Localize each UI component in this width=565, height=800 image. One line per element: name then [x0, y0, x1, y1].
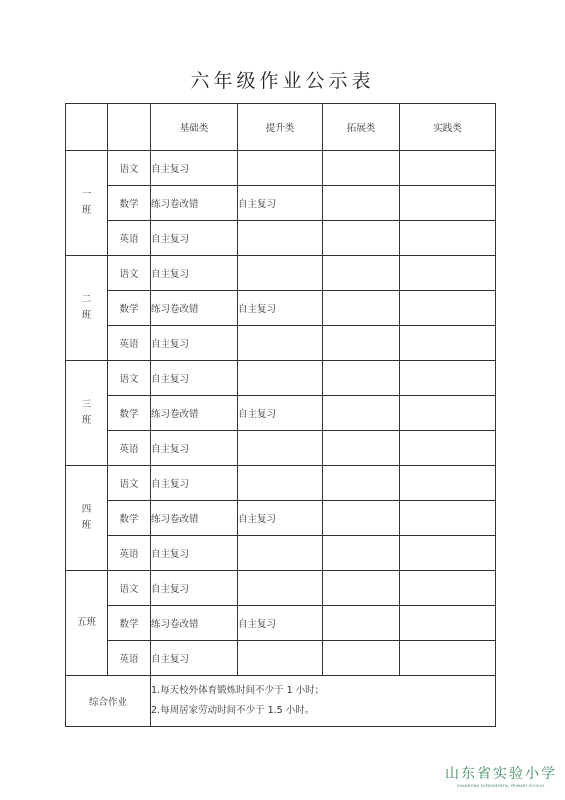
table-row [66, 466, 496, 501]
homework-cell-extended [323, 431, 400, 466]
comprehensive-label: 综合作业 [66, 676, 151, 727]
class-name-cell: 三 班 [66, 361, 108, 466]
homework-cell-extended [323, 151, 400, 186]
table-row [66, 606, 496, 641]
homework-cell-advanced: 自主复习 [238, 291, 323, 326]
homework-cell-basic: 自主复习 [151, 326, 238, 361]
subject-cell: 数学 [108, 186, 151, 221]
homework-cell-practice [400, 641, 496, 676]
homework-cell-advanced [238, 431, 323, 466]
homework-cell-extended [323, 361, 400, 396]
homework-cell-basic: 自主复习 [151, 431, 238, 466]
comprehensive-line: 1.每天校外体育锻炼时间不少于 1 小时； [151, 685, 325, 696]
homework-cell-practice [400, 571, 496, 606]
table-row [66, 571, 496, 606]
homework-cell-basic: 自主复习 [151, 571, 238, 606]
homework-cell-extended [323, 256, 400, 291]
homework-cell-extended [323, 571, 400, 606]
table-row [66, 291, 496, 326]
table-row [66, 186, 496, 221]
subject-cell: 英语 [108, 641, 151, 676]
subject-cell: 语文 [108, 361, 151, 396]
subject-cell: 语文 [108, 151, 151, 186]
homework-cell-practice [400, 221, 496, 256]
homework-cell-practice [400, 466, 496, 501]
homework-cell-practice [400, 151, 496, 186]
header-cell-practice: 实践类 [400, 104, 496, 151]
homework-cell-basic: 练习卷改错 [151, 501, 238, 536]
homework-cell-basic: 练习卷改错 [151, 291, 238, 326]
subject-cell: 语文 [108, 571, 151, 606]
homework-cell-advanced [238, 466, 323, 501]
homework-cell-basic: 自主复习 [151, 256, 238, 291]
subject-cell: 数学 [108, 501, 151, 536]
homework-cell-practice [400, 396, 496, 431]
comprehensive-notes [151, 676, 496, 727]
homework-cell-practice [400, 536, 496, 571]
class-name-cell: 四 班 [66, 466, 108, 571]
homework-cell-basic: 自主复习 [151, 466, 238, 501]
class-name-cell: 五班 [66, 571, 108, 676]
homework-cell-extended [323, 291, 400, 326]
homework-cell-extended [323, 186, 400, 221]
homework-cell-basic: 自主复习 [151, 151, 238, 186]
table-row [66, 396, 496, 431]
subject-cell: 英语 [108, 326, 151, 361]
subject-cell: 数学 [108, 291, 151, 326]
subject-cell: 英语 [108, 431, 151, 466]
homework-cell-advanced [238, 536, 323, 571]
subject-cell: 语文 [108, 256, 151, 291]
homework-cell-practice [400, 291, 496, 326]
table-row [66, 431, 496, 466]
homework-cell-practice [400, 431, 496, 466]
homework-cell-practice [400, 326, 496, 361]
homework-cell-basic: 练习卷改错 [151, 606, 238, 641]
homework-cell-extended [323, 326, 400, 361]
table-row [66, 221, 496, 256]
homework-cell-extended [323, 501, 400, 536]
header-cell-advanced: 提升类 [238, 104, 323, 151]
homework-cell-practice [400, 361, 496, 396]
homework-cell-extended [323, 536, 400, 571]
comprehensive-line: 2.每周居家劳动时间不少于 1.5 小时。 [151, 705, 315, 716]
table-row [66, 361, 496, 396]
homework-cell-advanced [238, 361, 323, 396]
homework-cell-extended [323, 466, 400, 501]
homework-cell-advanced: 自主复习 [238, 396, 323, 431]
table-row [66, 151, 496, 186]
homework-cell-basic: 自主复习 [151, 361, 238, 396]
homework-cell-advanced [238, 256, 323, 291]
comprehensive-row [66, 676, 496, 727]
subject-cell: 数学 [108, 606, 151, 641]
homework-cell-basic: 练习卷改错 [151, 396, 238, 431]
subject-cell: 数学 [108, 396, 151, 431]
table-row [66, 326, 496, 361]
table-row [66, 256, 496, 291]
homework-cell-advanced [238, 221, 323, 256]
class-name-cell: 二 班 [66, 256, 108, 361]
subject-cell: 英语 [108, 536, 151, 571]
school-logo [445, 763, 557, 788]
homework-cell-extended [323, 396, 400, 431]
homework-cell-advanced [238, 571, 323, 606]
homework-cell-advanced [238, 326, 323, 361]
homework-cell-extended [323, 641, 400, 676]
header-row [66, 104, 496, 151]
table-row [66, 536, 496, 571]
homework-cell-advanced [238, 151, 323, 186]
homework-cell-basic: 自主复习 [151, 221, 238, 256]
homework-cell-advanced: 自主复习 [238, 501, 323, 536]
homework-cell-basic: 自主复习 [151, 536, 238, 571]
homework-table [65, 103, 496, 727]
homework-cell-practice [400, 256, 496, 291]
table-row [66, 501, 496, 536]
subject-cell: 英语 [108, 221, 151, 256]
homework-cell-practice [400, 186, 496, 221]
logo-english: SHANDONG EXPERIMENTAL PRIMARY SCHOOL [457, 784, 545, 788]
homework-cell-extended [323, 221, 400, 256]
logo-chinese: 山东省实验小学 [445, 766, 557, 782]
page-title: 六年级作业公示表 [190, 70, 375, 92]
class-name-cell: 一 班 [66, 151, 108, 256]
header-cell-extended: 拓展类 [323, 104, 400, 151]
subject-cell: 语文 [108, 466, 151, 501]
homework-cell-advanced: 自主复习 [238, 606, 323, 641]
homework-cell-practice [400, 501, 496, 536]
homework-cell-basic: 练习卷改错 [151, 186, 238, 221]
homework-cell-practice [400, 606, 496, 641]
header-cell-class [66, 104, 108, 151]
header-cell-subject [108, 104, 151, 151]
homework-cell-basic: 自主复习 [151, 641, 238, 676]
homework-cell-extended [323, 606, 400, 641]
table-row [66, 641, 496, 676]
header-cell-basic: 基础类 [151, 104, 238, 151]
homework-cell-advanced [238, 641, 323, 676]
homework-cell-advanced: 自主复习 [238, 186, 323, 221]
